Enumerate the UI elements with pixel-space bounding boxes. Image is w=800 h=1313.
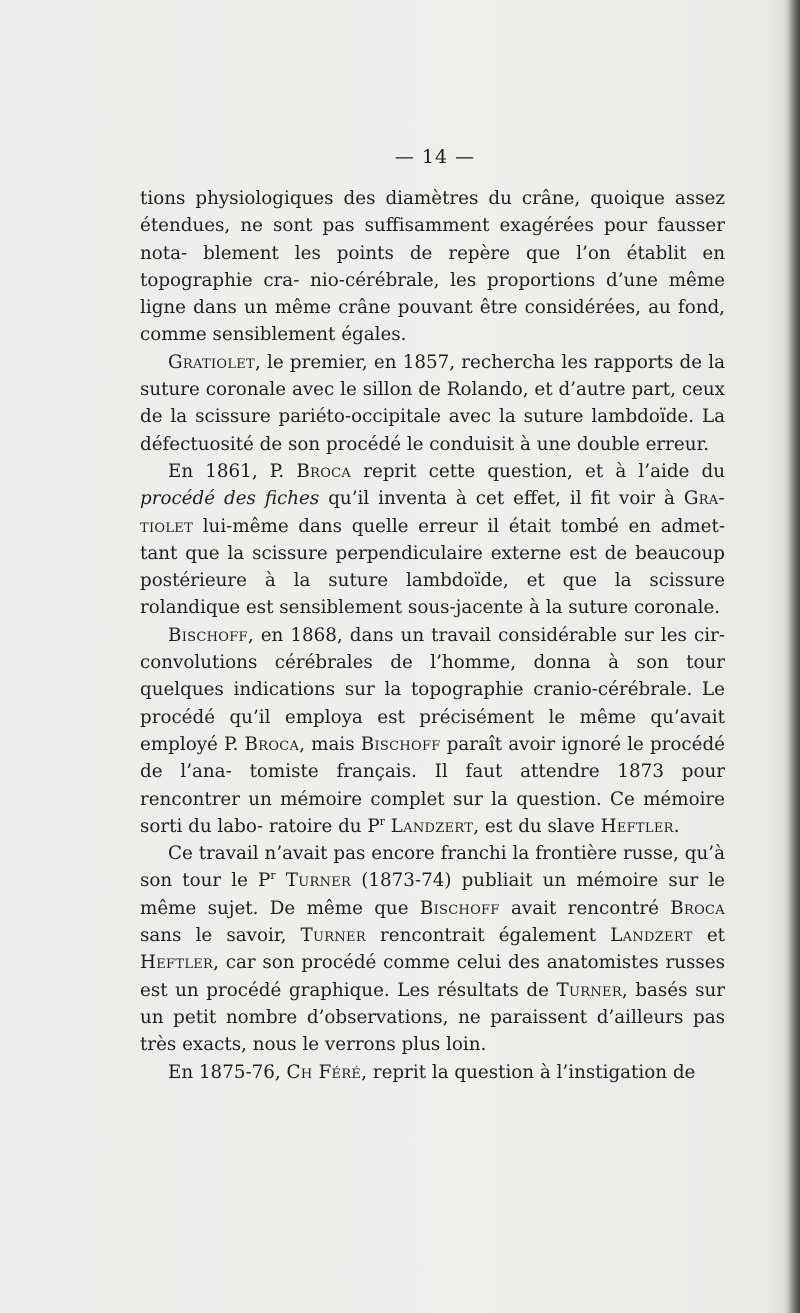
paragraph-4 bbox=[140, 622, 725, 840]
author-name-landzert: Landzert bbox=[390, 815, 474, 837]
paragraph-4-text-5: . bbox=[673, 815, 680, 837]
paragraph-3 bbox=[140, 458, 725, 622]
paragraph-3-text-4: lui-même dans quelle erreur il était tombé en admet- tant que la scissure perpendiculaire externe est de beaucoup postérieure à la suture lambdoïde, et que la scissure rolandique est sensiblement sous-jacente à la suture coronale. bbox=[140, 515, 725, 619]
paragraph-2 bbox=[140, 349, 725, 458]
author-name-fere: Ch Féré bbox=[286, 1061, 362, 1083]
paragraph-5-text-5: rencontrait également bbox=[365, 925, 611, 947]
author-name-broca: Broca bbox=[670, 897, 725, 919]
paragraph-6-text-2: , reprit la question à l’instigation de bbox=[361, 1061, 696, 1083]
author-name-heftler: Heftler bbox=[600, 815, 674, 837]
paragraph-5-text-1: Ce travail n’avait pas encore franchi la frontière russe, qu’à son tour le P bbox=[140, 843, 725, 892]
paragraph-4-text-3: paraît avoir ignoré le procédé de l’ana- tomiste français. Il faut attendre 1873 pour rencontrer un mémoire complet sur la question. Ce mémoire sorti du labo- ratoire du P bbox=[140, 733, 725, 837]
paragraph-5 bbox=[140, 840, 725, 1058]
author-name-gratiolet: Gra- tiolet bbox=[140, 488, 725, 537]
superscript-r: r bbox=[270, 869, 276, 883]
page-number: — 14 — bbox=[394, 146, 476, 168]
paragraph-5-text-6: et bbox=[692, 925, 725, 947]
paragraph-2-text: , le premier, en 1857, rechercha les rapports de la suture coronale avec le sillon de Rolando, et d’autre part, ceux de la scissure pariéto-occipitale avec la suture lambdoïde. La défectuosité de son procédé le conduisit à une double erreur. bbox=[140, 351, 725, 455]
body-text bbox=[140, 185, 725, 1086]
author-name-broca: Broca bbox=[244, 733, 300, 755]
author-name-broca: Broca bbox=[296, 460, 352, 482]
paragraph-6-text-1: En 1875-76, bbox=[168, 1061, 287, 1083]
paragraph-3-text-1: En 1861, P. bbox=[168, 460, 297, 482]
paragraph-5-text-4: sans le savoir, bbox=[140, 925, 301, 947]
author-name-bischoff: Bischoff bbox=[360, 733, 441, 755]
author-name-gratiolet: Gratiolet bbox=[168, 351, 256, 373]
paragraph-5-text-3: avait rencontré bbox=[499, 897, 671, 919]
author-name-bischoff: Bischoff bbox=[168, 624, 248, 646]
paragraph-1-text: tions physiologiques des diamètres du crâne, quoique assez étendues, ne sont pas suffisamment exagérées pour fausser nota- blement les points de repère que l’on établit en topographie cra- nio-cérébrale, les proportions d’une même ligne dans un même crâne pouvant être considérées, au fond, comme sensiblement égales. bbox=[140, 188, 725, 346]
author-name-landzert: Landzert bbox=[610, 925, 693, 947]
paragraph-5-text-8: , basés sur un petit nombre d’observations, ne paraissent d’ailleurs pas très exacts, nous le verrons plus loin. bbox=[140, 979, 726, 1056]
author-name-turner: Turner bbox=[285, 870, 352, 892]
paragraph-4-text-1: , en 1868, dans un travail considérable sur les cir- convolutions cérébrales de l’homme, donna à son tour quelques indications sur la topographie cranio-cérébrale. Le procédé qu’il employa est précisément le même qu’avait employé P. bbox=[140, 624, 725, 755]
author-name-bischoff: Bischoff bbox=[419, 897, 500, 919]
author-name-turner: Turner bbox=[300, 925, 366, 947]
paragraph-5-text-2: (1873-74) publiait un mémoire sur le même sujet. De même que bbox=[140, 870, 726, 919]
paragraph-5-text-7: , car son procédé comme celui des anatomistes russes est un procédé graphique. Les résultats de bbox=[140, 952, 725, 1001]
paragraph-3-text-3: qu’il inventa à cet effet, il fit voir à bbox=[319, 488, 684, 510]
author-name-heftler: Heftler bbox=[140, 952, 214, 974]
paragraph-1 bbox=[140, 185, 725, 349]
superscript-r: r bbox=[379, 814, 385, 828]
paragraph-4-text-4: , est du slave bbox=[473, 815, 601, 837]
page-edge-shadow bbox=[788, 0, 800, 1313]
paragraph-6 bbox=[140, 1059, 725, 1086]
paragraph-4-text-2: , mais bbox=[299, 733, 361, 755]
paragraph-3-text-2: reprit cette question, et à l’aide du bbox=[351, 460, 726, 482]
italic-term-procede-des-fiches: procédé des fiches bbox=[140, 488, 320, 510]
author-name-turner: Turner bbox=[556, 979, 622, 1001]
